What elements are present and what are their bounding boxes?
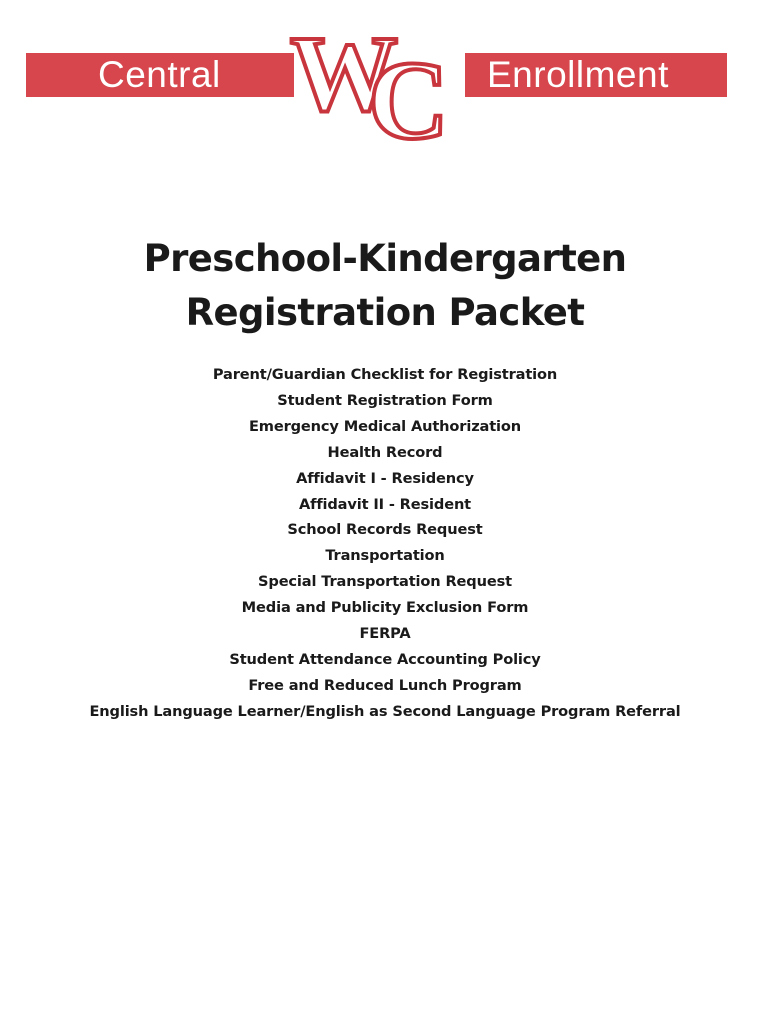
header-right-text: Enrollment bbox=[487, 54, 669, 95]
header-band-right bbox=[465, 53, 727, 97]
list-item: Transportation bbox=[325, 547, 445, 565]
packet-title bbox=[0, 232, 770, 340]
list-item: Parent/Guardian Checklist for Registration bbox=[212, 366, 558, 383]
list-item: Affidavit I - Residency bbox=[296, 469, 474, 487]
list-item: English Language Learner/English as Second Language Program Referral bbox=[89, 702, 681, 720]
svg-text:W: W bbox=[290, 18, 376, 134]
header-band-left bbox=[26, 53, 294, 97]
title-line-2: Registration Packet bbox=[185, 291, 585, 334]
wc-logo-icon bbox=[286, 18, 476, 148]
packet-contents-list bbox=[0, 362, 770, 725]
list-item: School Records Request bbox=[287, 521, 483, 539]
header-left-text: Central bbox=[98, 54, 221, 95]
list-item: Media and Publicity Exclusion Form bbox=[241, 599, 529, 617]
svg-text:C: C bbox=[368, 39, 449, 148]
list-item: FERPA bbox=[359, 625, 411, 643]
title-line-1: Preschool-Kindergarten bbox=[143, 237, 627, 280]
list-item: Health Record bbox=[327, 443, 443, 461]
list-item: Student Registration Form bbox=[277, 391, 493, 409]
header-banner bbox=[0, 0, 770, 150]
list-item: Special Transportation Request bbox=[258, 573, 512, 591]
list-item: Affidavit II - Resident bbox=[298, 495, 472, 513]
list-item: Free and Reduced Lunch Program bbox=[248, 676, 522, 694]
list-item: Student Attendance Accounting Policy bbox=[229, 650, 541, 668]
list-item: Emergency Medical Authorization bbox=[248, 417, 522, 435]
